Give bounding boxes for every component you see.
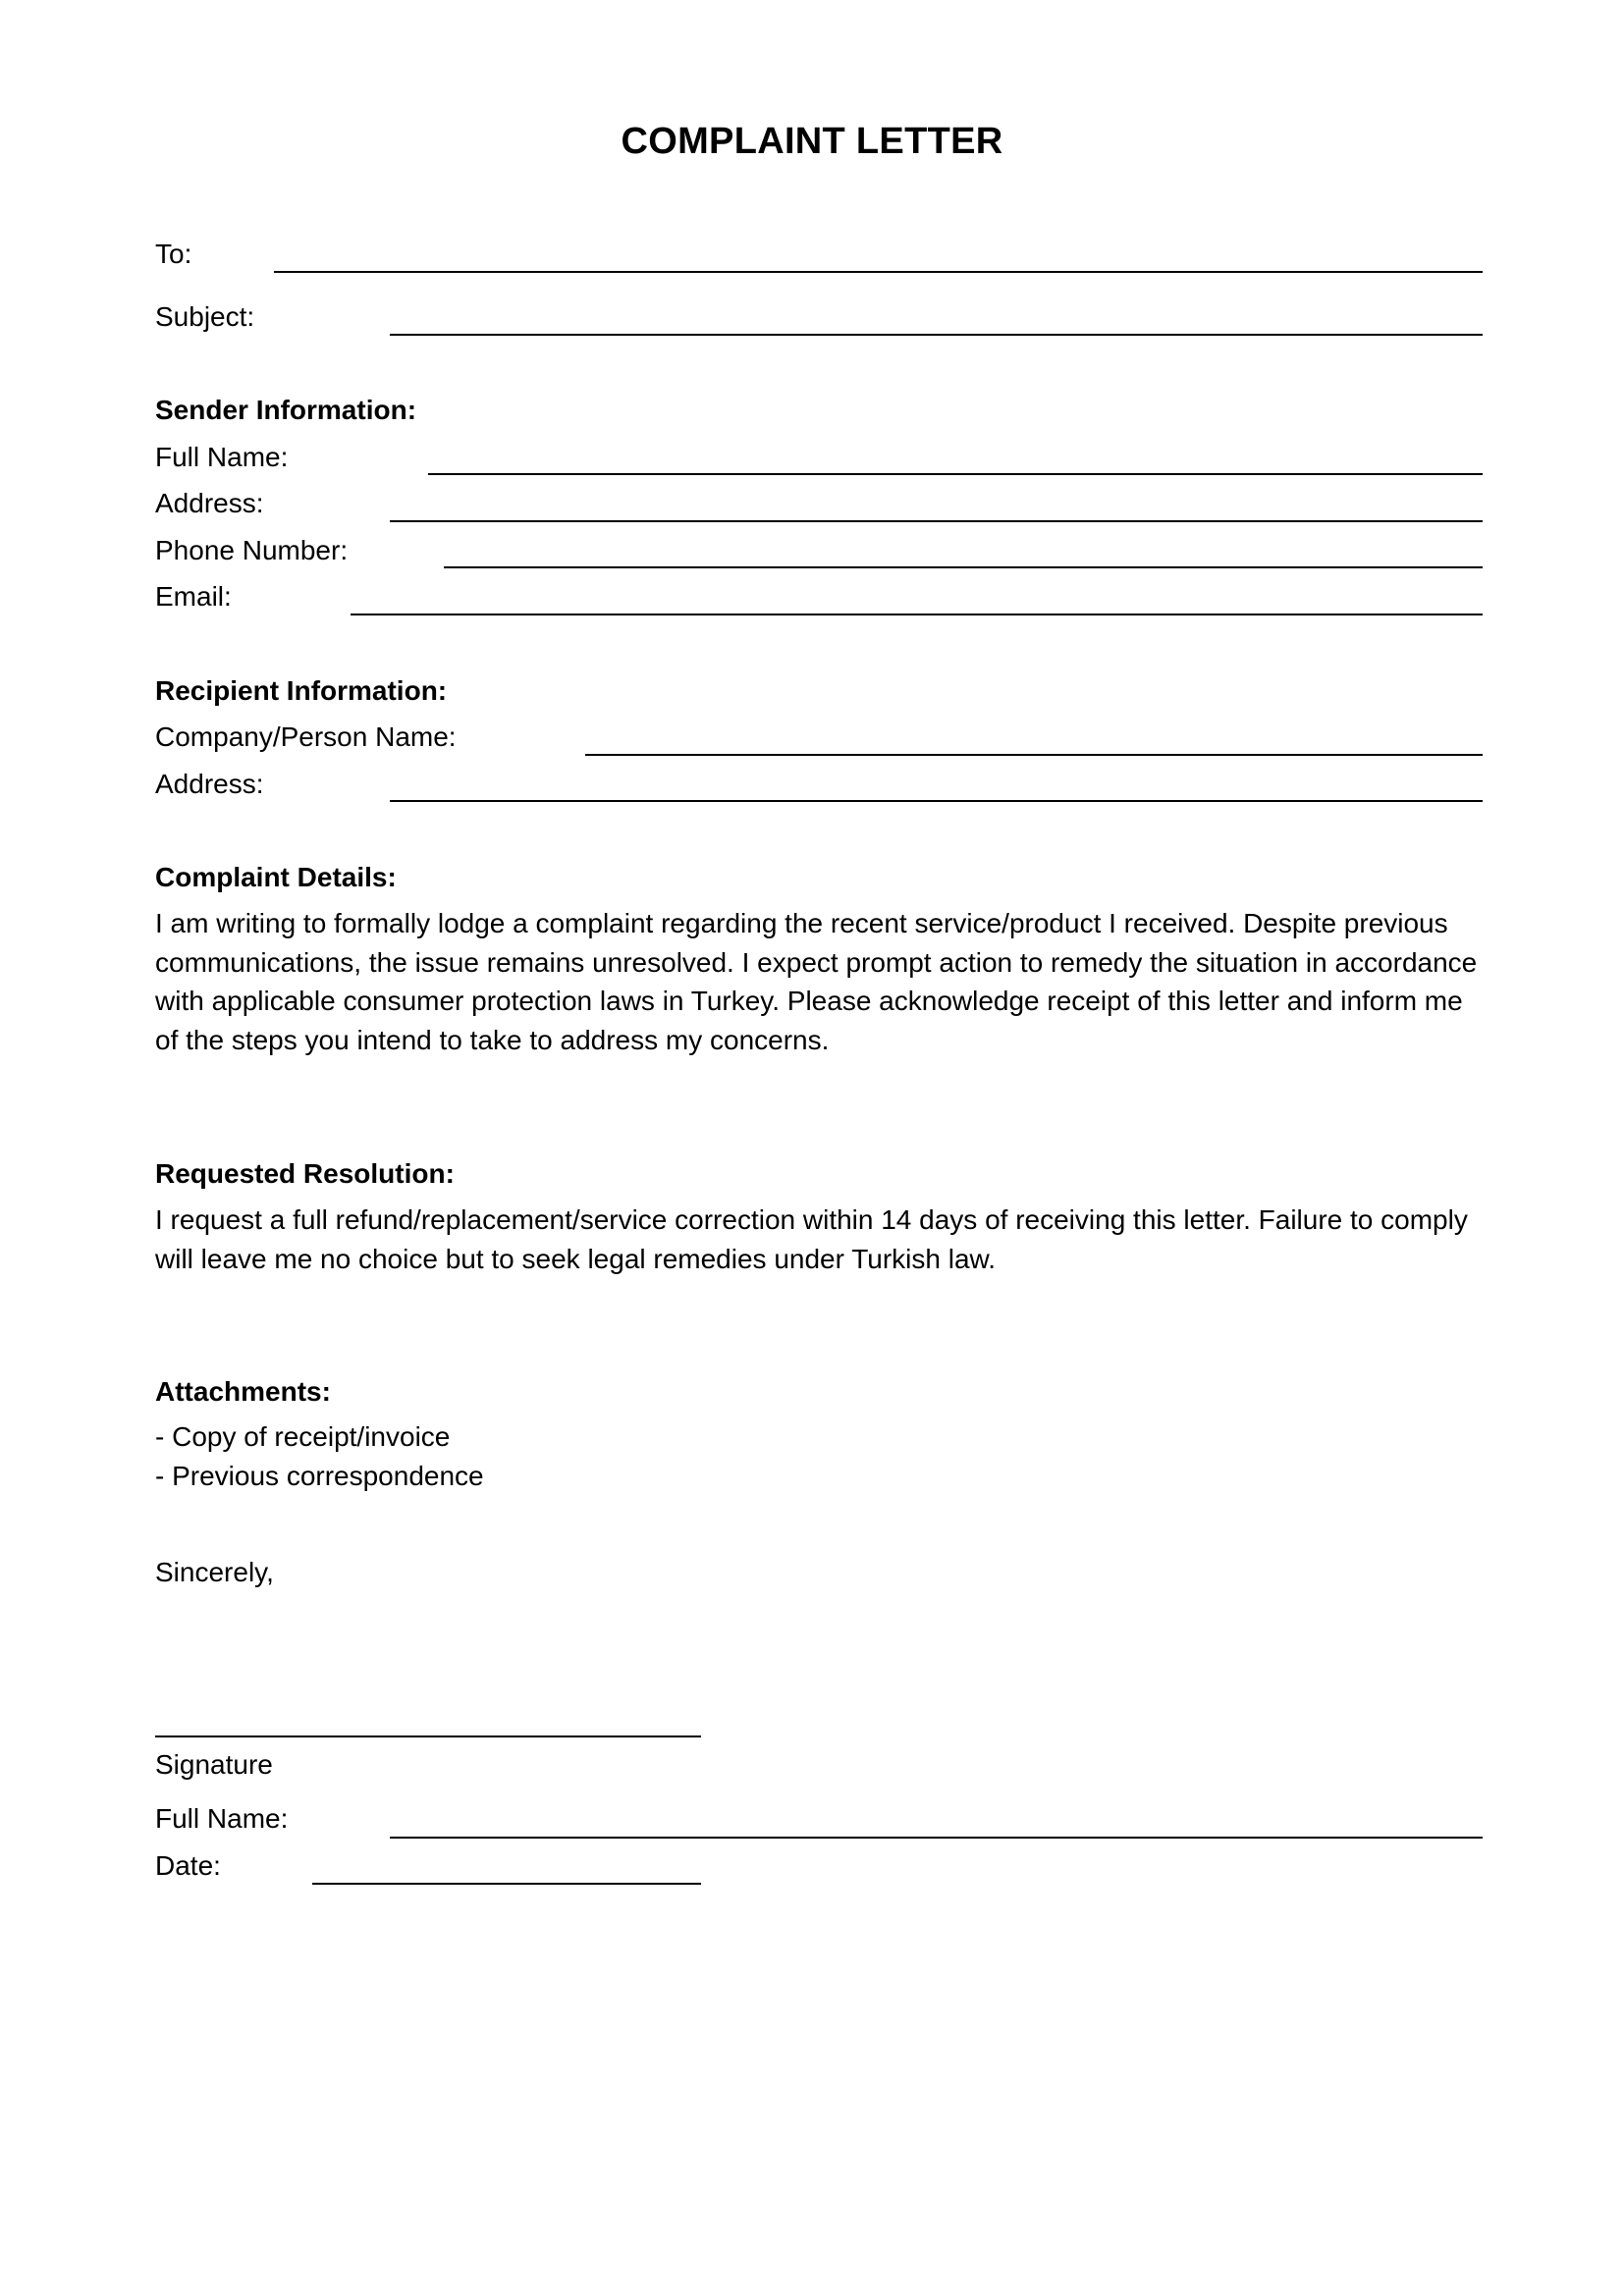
to-label: To:	[155, 239, 192, 269]
recipient-address-field[interactable]	[390, 800, 1483, 802]
recipient-name-label: Company/Person Name:	[155, 721, 457, 752]
list-item: - Copy of receipt/invoice	[155, 1421, 451, 1452]
subject-field[interactable]	[390, 334, 1483, 336]
requested-resolution-heading: Requested Resolution:	[155, 1158, 455, 1189]
date-field[interactable]	[312, 1883, 701, 1885]
complaint-details-heading: Complaint Details:	[155, 862, 397, 892]
recipient-info-heading: Recipient Information:	[155, 675, 448, 706]
signoff-full-name-label: Full Name:	[155, 1803, 289, 1834]
date-label: Date:	[155, 1850, 221, 1881]
complaint-line: of the steps you intend to take to address my concerns.	[155, 1024, 830, 1055]
sender-phone-label: Phone Number:	[155, 535, 349, 565]
resolution-line: I request a full refund/replacement/service correction within 14 days of receiving this letter. Failure to comply	[155, 1204, 1468, 1235]
sender-info-heading: Sender Information:	[155, 395, 417, 425]
sender-email-field[interactable]	[351, 614, 1483, 615]
complaint-line: with applicable consumer protection laws in Turkey. Please acknowledge receipt of this letter and inform me	[155, 986, 1463, 1016]
attachments-list	[155, 1417, 484, 1495]
sender-full-name-field[interactable]	[428, 473, 1483, 475]
signoff-full-name-field[interactable]	[390, 1837, 1483, 1839]
sender-full-name-label: Full Name:	[155, 442, 289, 472]
complaint-line: communications, the issue remains unresolved. I expect prompt action to remedy the situation in accordance	[155, 946, 1478, 978]
signature-label: Signature	[155, 1749, 273, 1780]
document-title: COMPLAINT LETTER	[621, 121, 1003, 162]
subject-label: Subject:	[155, 301, 255, 332]
sender-address-field[interactable]	[390, 520, 1483, 522]
sender-phone-field[interactable]	[444, 566, 1483, 568]
requested-resolution-text	[155, 1201, 1490, 1278]
recipient-name-field[interactable]	[585, 754, 1483, 756]
signature-field[interactable]	[155, 1735, 701, 1737]
resolution-line: will leave me no choice but to seek legal remedies under Turkish law.	[155, 1243, 996, 1274]
complaint-line: I am writing to formally lodge a complaint regarding the recent service/product I received. Despite previous	[155, 908, 1448, 938]
list-item: - Previous correspondence	[155, 1460, 484, 1491]
closing-text: Sincerely,	[155, 1557, 274, 1587]
sender-email-label: Email:	[155, 581, 232, 612]
sender-address-label: Address:	[155, 488, 264, 518]
to-field[interactable]	[274, 271, 1483, 273]
recipient-address-label: Address:	[155, 769, 264, 799]
attachments-heading: Attachments:	[155, 1376, 331, 1407]
complaint-details-text	[155, 904, 1490, 1059]
